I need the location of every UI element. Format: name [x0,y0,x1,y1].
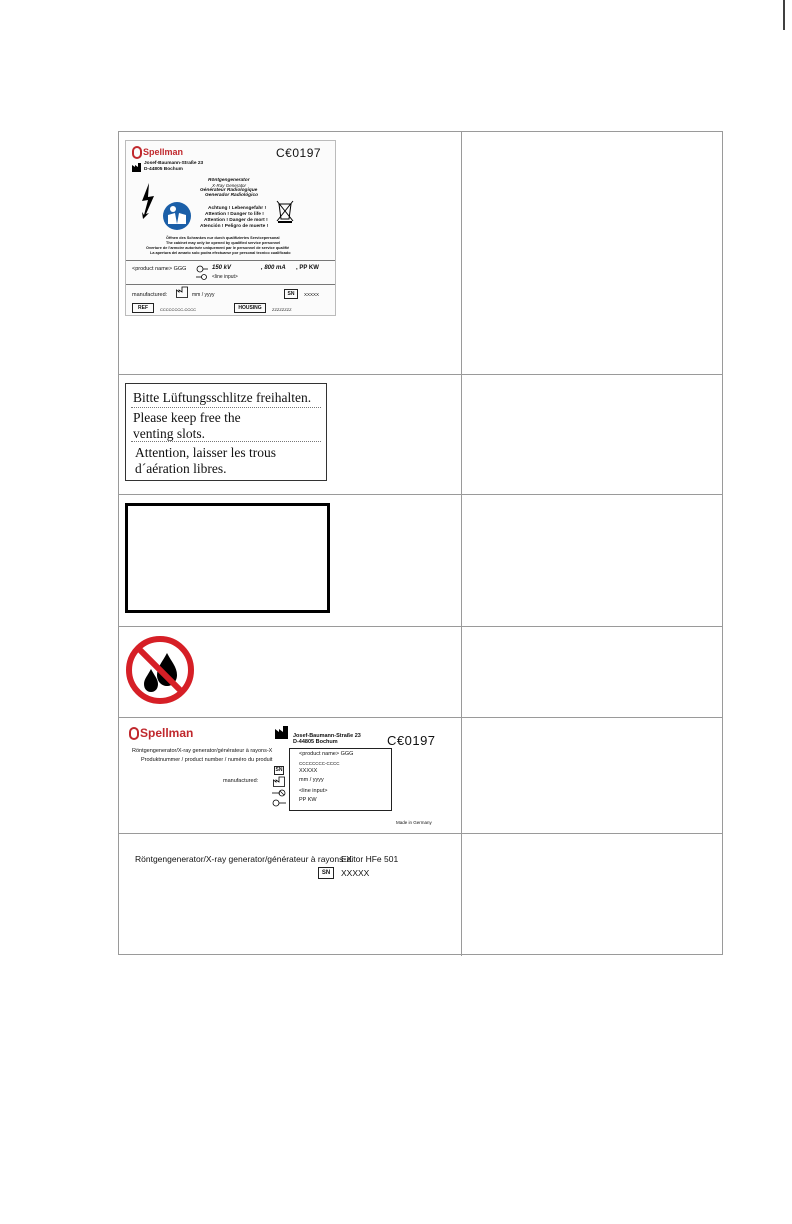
read-manual-icon [162,201,192,231]
table-row [119,132,722,375]
type-plate-label: Spellman Josef-Baumann-Straße 23 D-44805 Bochum C€0197 Röntgengenerator/X-ray generator/générateur à rayons-X Produktnummer / product number / numéro du produit SN manufactured: <product name> GGG CCCCCCCC-CCCC XXXXX mm / yyyy <line input> PP KW Made in Germany [119,721,439,831]
blank-label-frame [125,503,330,613]
table-row [119,718,722,834]
manufacture-date-icon [176,286,188,298]
rating-plate-label: Spellman C€0197 Josef-Baumann-Straße 23 D-44805 Bochum Röntgengenerator X-Ray Generator Générateur Radiologique Generador Radiológico Achtung ! Lebensgefahr ! Attention ! Danger to life ! Attention ! Danger de mort ! Atención ! Peligro de muerte ! Öffnen des Schrankes nur durch qualifiziertes Servicepersonal The cabinet may only be opened by qualified service personnel Overture de l'armoire autorisée uniquement par le personnel de service qualifié La apertura del amario solo podra efectuarse por personal tecnico cualificado <product name> GGG 150 kV , 800 mA , PP KW <line input> manufactured: mm / yyyy SN XXXXX REF CCCCCCCC-CCCC HOUSING ZZZZZZZZ [125,140,336,316]
product-info-box: <product name> GGG CCCCCCCC-CCCC XXXXX mm / yyyy <line input> PP KW [289,748,392,811]
ce-mark: C€0197 [276,146,322,160]
output-symbol-icon [272,799,286,807]
input-symbol-icon [196,273,208,281]
input-symbol-icon [272,789,286,797]
output-symbol-icon [196,265,208,273]
spellman-logo: Spellman [129,726,193,740]
label-table [118,131,723,955]
housing-box: HOUSING [234,303,266,313]
sn-box: SN [284,289,298,299]
venting-slots-label: Bitte Lüftungsschlitze freihalten. Please keep free the venting slots. Attention, laisser les trous d´aération libres. [125,383,327,481]
sn-box: SN [318,867,334,879]
table-row [119,495,722,627]
manufacturer-icon [275,726,289,739]
no-water-icon [125,635,195,705]
high-voltage-icon [140,183,156,219]
table-row: Röntgengenerator/X-ray generator/générateur à rayons-X Editor HFe 501 SN XXXXX [119,834,722,956]
ce-mark: C€0197 [387,733,436,748]
table-row [119,627,722,718]
weee-bin-icon [276,199,294,223]
manufacturer-icon [132,163,142,172]
table-row [119,375,722,495]
sn-box: SN [275,767,283,773]
ref-box: REF [132,303,154,313]
manufacture-date-icon [273,776,285,787]
spellman-logo: Spellman [132,146,183,159]
